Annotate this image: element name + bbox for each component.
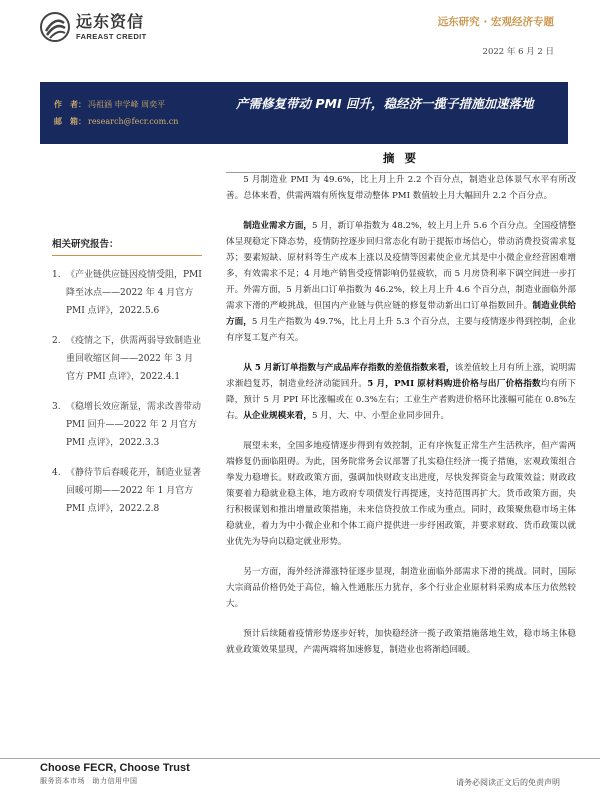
related-report-item[interactable] — [52, 398, 202, 452]
summary-paragraph-risks: 另一方面，海外经济滞涨特征逐步显现，制造业面临外部需求下滑的挑战。同时，国际大宗商品价格仍处于高位，输入性通胀压力犹存，多个行业企业原材料采购成本压力依然较大。 — [226, 567, 576, 609]
related-report-number: 4. — [52, 468, 61, 478]
logo-mark-icon — [40, 12, 70, 42]
price-heading: 5 月，PMI 原材料购进价格与出厂价格指数 — [367, 379, 541, 389]
author-names: 冯祖涵 申学峰 周奕平 — [88, 100, 166, 109]
summary-paragraph-prices — [226, 360, 576, 424]
summary-paragraph-forecast: 预计后续随着疫情形势逐步好转，加快稳经济一揽子政策措施落地生效，稳市场主体稳就业政策效果显现，产需两端将加速修复，制造业也将渐趋回暖。 — [226, 629, 576, 655]
supply-heading: 制造业供给方面， — [226, 301, 576, 327]
report-series: 远东研究 · 宏观经济专题 — [437, 16, 554, 28]
footer-subtitle: 服务资本市场 助力信用中国 — [40, 777, 138, 785]
publish-date: 2022 年 6 月 2 日 — [482, 47, 554, 57]
summary-divider — [226, 172, 576, 173]
logo-name-en: FAREAST CREDIT — [76, 31, 147, 41]
related-reports-title: 相关研究报告： — [52, 236, 202, 256]
author-label: 作 者： — [54, 99, 86, 109]
related-report-text: 《疫情之下，供需两弱导致制造业重回收缩区间——2022 年 3 月官方 PMI 点评》，2022.4.1 — [66, 336, 202, 382]
report-title: 产需修复带动 PMI 回升，稳经济一揽子措施加速落地 — [236, 96, 534, 111]
author-email[interactable]: research@fecr.com.cn — [88, 117, 179, 126]
related-report-item[interactable] — [52, 266, 202, 320]
related-report-text: 《稳增长效应渐显，需求改善带动 PMI 回升——2022 年 2 月官方 PMI 点评》，2022.3.3 — [66, 402, 202, 448]
size-text: 5 月，大、中、小型企业同步回升。 — [311, 411, 450, 421]
footer-slogan: Choose FECR, Choose Trust — [40, 762, 190, 774]
summary-paragraph-demand-supply — [226, 218, 576, 346]
title-banner — [40, 82, 568, 144]
summary-section — [226, 150, 576, 672]
email-label: 邮 箱： — [54, 116, 86, 126]
summary-paragraph-overview: 5 月制造业 PMI 为 49.6%，比上月上升 2.2 个百分点，制造业总体景气水平有所改善。总体来看，供需两端有所恢复带动整体 PMI 数值较上月大幅回升 2.2 个百分点。 — [226, 175, 576, 201]
related-report-number: 1. — [52, 270, 61, 280]
related-report-item[interactable] — [52, 464, 202, 518]
related-reports — [52, 236, 202, 530]
related-report-item[interactable] — [52, 332, 202, 386]
spread-heading: 从 5 月新订单指数与产成品库存指数的差值指数来看， — [243, 363, 455, 373]
summary-paragraph-outlook: 展望未来，全国多地疫情逐步得到有效控制，正有序恢复正常生产生活秩序，但产需两端修复仍面临阻碍。为此，国务院常务会议部署了扎实稳住经济一揽子措施，宏观政策组合拳发力稳增长。财政政策方面，强调加快财政支出进度，尽快发挥资金与政策效益；财政政策要着力稳就业稳主体，地方政府专项债发行再提速，支持范围再扩大。货币政策方面，央行积极谋划和推出增量政策措施，未来信贷投放工作成为重点。同时，政策聚焦稳市场主体稳就业，着力为中小微企业和个体工商户提供进一步纾困政策，并要求财政、货币政策以就业优先为导向以稳定就业形势。 — [226, 441, 576, 547]
author-info — [54, 96, 178, 130]
spread-text: 该差值较上月有所上涨，说明需求渐趋复苏，制造业经济动能回升。 — [226, 363, 576, 389]
supply-text: 5 月生产指数为 49.7%，比上月上升 5.3 个百分点，主要与疫情逐步得到控制，企业有序复工复产有关。 — [226, 317, 576, 343]
company-logo — [40, 12, 147, 42]
related-report-number: 2. — [52, 336, 61, 346]
summary-title: 摘 要 — [382, 151, 419, 165]
size-heading: 从企业规模来看， — [243, 411, 312, 421]
price-text: 均有所下降，预计 5 月 PPI 环比涨幅或在 0.3%左右；工业生产者购进价格环比涨幅可能在 0.8%左右。 — [226, 379, 576, 421]
demand-text: 5 月，新订单指数为 48.2%，较上月上升 5.6 个百分点。全国疫情整体呈现稳定下降态势，疫情防控逐步回归常态化有助于提振市场信心，带动消费投资需求复苏；要素短缺、原材料等生产成本上涨以及疫情等因素使企业尤其是中小微企业经营困难增多，有效需求不足；4 月地产销售受疫情影响仍显疲软，而 5 月房贷利率下调空间进一步打开。外需方面，5 月新出口订单指数为 46.2%，较上月上升 4.6 个百分点，制造业面临外部需求下滑的严峻挑战，但国内产业链与供应链的修复带动新出口订单指数回升。 — [226, 221, 576, 311]
related-report-number: 3. — [52, 402, 61, 412]
disclaimer-note[interactable]: 请务必阅读正文后的免责声明 — [456, 778, 560, 787]
demand-heading: 制造业需求方面， — [243, 221, 313, 231]
related-report-text: 《产业链供应链因疫情受阻，PMI 降至冰点——2022 年 4 月官方 PMI 点评》，2022.5.6 — [66, 270, 202, 316]
footer-divider — [0, 758, 600, 759]
related-report-text: 《静待节后春暖花开，制造业显著回暖可期——2022 年 1 月官方 PMI 点评》，2022.2.8 — [66, 468, 202, 514]
logo-name-cn: 远东资信 — [76, 11, 145, 31]
